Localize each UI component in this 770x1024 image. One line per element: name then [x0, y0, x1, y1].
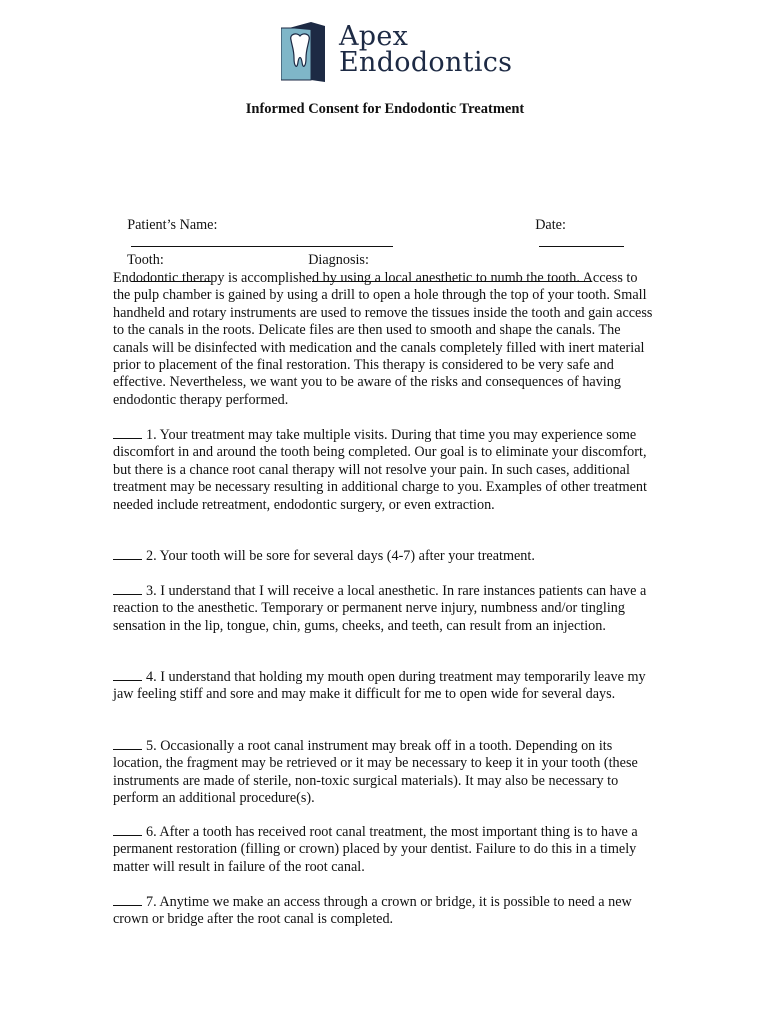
consent-item-3 [113, 582, 658, 635]
intro-text: Endodontic therapy is accomplished by using a local anesthetic to numb the tooth. Access to the pulp chamber is gained by using a drill to open a hole through the top of your tooth. Small handheld and rotary instruments are used to remove the tissues inside the tooth and gain access to the canals in the roots. Delicate files are then used to smooth and shape the canals. The canals will be disinfected with medication and the canals completely filled with inert material prior to placement of the final restoration. This therapy is considered to be very safe and effective. Nevertheless, we want you to be aware of the risks and consequences of having endodontic therapy performed. [113, 270, 653, 408]
item-4-text: 4. I understand that holding my mouth open during treatment may temporarily leave my jaw feeling stiff and sore and may make it difficult for me to open wide for several days. [113, 669, 646, 703]
document-title: Informed Consent for Endodontic Treatment [245, 101, 525, 117]
initials-blank-7[interactable] [113, 893, 142, 906]
date-label: Date: [535, 217, 566, 233]
logo-wordmark [339, 21, 513, 78]
tooth-logo-icon [281, 22, 329, 82]
consent-item-5 [113, 737, 658, 808]
consent-item-6 [113, 823, 658, 876]
logo-line-apex: Apex [339, 21, 409, 52]
initials-blank-4[interactable] [113, 668, 142, 681]
item-5-text: 5. Occasionally a root canal instrument may break off in a tooth. Depending on its location, the fragment may be retrieved or it may be necessary to keep it in your tooth (these instruments are made of sterile, non-toxic surgical materials). It may also be necessary to perform an additional procedure(s). [113, 738, 638, 807]
initials-blank-2[interactable] [113, 547, 142, 560]
patient-name-label: Patient’s Name: [127, 217, 218, 233]
consent-item-1 [113, 426, 658, 514]
diagnosis-label: Diagnosis: [308, 252, 369, 268]
item-6-text: 6. After a tooth has received root canal treatment, the most important thing is to have a permanent restoration (filling or crown) placed by your dentist. Failure to do this in a timely matter will result in failure of the root canal. [113, 824, 638, 875]
consent-item-4 [113, 668, 658, 704]
initials-blank-5[interactable] [113, 737, 142, 750]
logo-line-endodontics: Endodontics [339, 47, 513, 78]
intro-paragraph [113, 270, 658, 409]
initials-blank-6[interactable] [113, 823, 142, 836]
item-1-text: 1. Your treatment may take multiple visits. During that time you may experience some discomfort in and around the tooth being completed. Our goal is to eliminate your discomfort, but there is a chance root canal therapy will not resolve your pain. In such cases, additional treatment may be necessary resulting in additional charge to you. Examples of other treatment needed include retreatment, endodontic surgery, or even extraction. [113, 427, 647, 513]
initials-blank-1[interactable] [113, 426, 142, 439]
item-7-text: 7. Anytime we make an access through a crown or bridge, it is possible to need a new crown or bridge after the root canal is completed. [113, 894, 632, 928]
consent-item-7 [113, 893, 658, 929]
item-2-text: 2. Your tooth will be sore for several days (4-7) after your treatment. [146, 548, 535, 564]
consent-item-2 [113, 547, 658, 565]
initials-blank-3[interactable] [113, 582, 142, 595]
tooth-label: Tooth: [126, 252, 164, 268]
apex-endodontics-logo [281, 21, 513, 84]
item-3-text: 3. I understand that I will receive a local anesthetic. In rare instances patients can have a reaction to the anesthetic. Temporary or permanent nerve injury, numbness and/or tingling sensation in the lip, tongue, chin, gums, cheeks, and teeth, can result from an injection. [113, 583, 647, 634]
